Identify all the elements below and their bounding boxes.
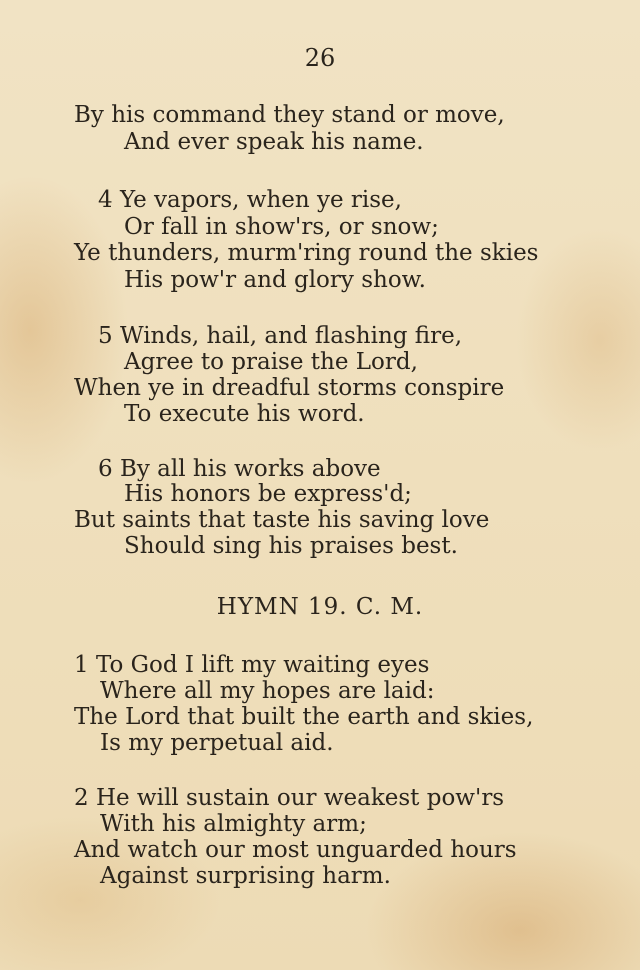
verse-line: When ye in dreadful storms conspire bbox=[74, 375, 505, 401]
verse-line: The Lord that built the earth and skies, bbox=[74, 704, 534, 730]
stanza-number: 5 bbox=[98, 323, 113, 349]
verse-line: Where all my hopes are laid: bbox=[100, 678, 435, 704]
verse-line: And watch our most unguarded hours bbox=[74, 837, 517, 863]
stanza-number: 4 bbox=[98, 187, 113, 213]
stanza-number: 2 bbox=[74, 785, 89, 811]
verse-line: With his almighty arm; bbox=[100, 811, 367, 837]
stanza-number: 1 bbox=[74, 652, 89, 678]
verse-line: Is my perpetual aid. bbox=[100, 730, 334, 756]
verse-line: His pow'r and glory show. bbox=[124, 267, 426, 293]
verse-line: 4 Ye vapors, when ye rise, bbox=[98, 187, 402, 213]
verse-line: 5 Winds, hail, and flashing fire, bbox=[98, 323, 463, 349]
verse-line: 2 He will sustain our weakest pow'rs bbox=[74, 785, 505, 811]
verse-line: 6 By all his works above bbox=[98, 456, 381, 482]
verse-line: His honors be express'd; bbox=[124, 481, 412, 507]
verse-line: Or fall in show'rs, or snow; bbox=[124, 214, 439, 240]
verse-line: And ever speak his name. bbox=[124, 129, 424, 155]
page-number: 26 bbox=[304, 44, 336, 72]
stanza-number: 6 bbox=[98, 456, 113, 482]
verse-line: But saints that taste his saving love bbox=[74, 507, 490, 533]
verse-line: By his command they stand or move, bbox=[74, 102, 505, 128]
verse-line: To execute his word. bbox=[124, 401, 365, 427]
hymn-heading: HYMN 19. C. M. bbox=[216, 594, 424, 620]
verse-line: Should sing his praises best. bbox=[124, 533, 458, 559]
verse-line: Against surprising harm. bbox=[100, 863, 391, 889]
verse-line: Ye thunders, murm'ring round the skies bbox=[74, 240, 539, 266]
verse-line: Agree to praise the Lord, bbox=[124, 349, 418, 375]
verse-line: 1 To God I lift my waiting eyes bbox=[74, 652, 430, 678]
